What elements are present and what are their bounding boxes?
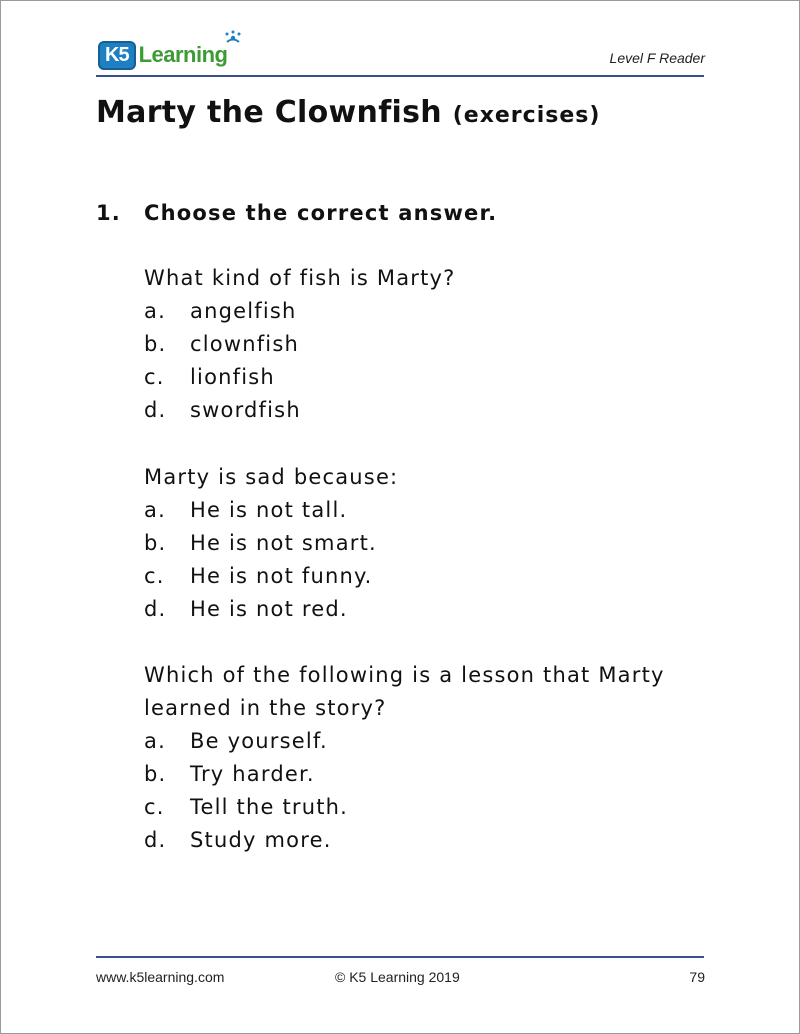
option-letter: b.: [144, 762, 167, 786]
option-text: He is not funny.: [190, 564, 373, 588]
level-label: Level F Reader: [609, 50, 705, 66]
option-text: Be yourself.: [190, 729, 328, 753]
option-letter: b.: [144, 531, 167, 555]
page-number: 79: [689, 969, 705, 985]
logo-learning-text: Learning: [139, 42, 228, 68]
question-2: [144, 461, 714, 626]
answer-option[interactable]: [144, 560, 714, 593]
footer-divider: [96, 956, 704, 958]
title-sub: (exercises): [452, 103, 601, 128]
answer-option[interactable]: [144, 527, 714, 560]
option-letter: d.: [144, 597, 167, 621]
option-text: He is not tall.: [190, 498, 348, 522]
header-divider: [96, 75, 704, 77]
logo-k5-mark: K5: [98, 41, 136, 70]
option-letter: a.: [144, 299, 166, 323]
exercise-number: 1.: [96, 201, 121, 225]
person-star-icon: [223, 30, 243, 46]
answer-option[interactable]: [144, 328, 714, 361]
option-letter: c.: [144, 795, 165, 819]
option-text: Study more.: [190, 828, 332, 852]
option-letter: c.: [144, 564, 165, 588]
answer-option[interactable]: [144, 494, 714, 527]
option-letter: a.: [144, 729, 166, 753]
option-text: clownfish: [190, 332, 299, 356]
option-text: swordfish: [190, 398, 301, 422]
page-title: [96, 95, 600, 130]
footer-copyright: © K5 Learning 2019: [335, 969, 460, 985]
option-text: Tell the truth.: [190, 795, 349, 819]
option-text: He is not red.: [190, 597, 348, 621]
question-text: Which of the following is a lesson that Marty learned in the story?: [144, 663, 665, 720]
answer-option[interactable]: [144, 725, 714, 758]
question-text: Marty is sad because:: [144, 465, 399, 489]
answer-option[interactable]: [144, 593, 714, 626]
option-text: He is not smart.: [190, 531, 377, 555]
answer-option[interactable]: [144, 791, 714, 824]
option-text: angelfish: [190, 299, 297, 323]
title-main: Marty the Clownfish: [96, 95, 442, 130]
option-letter: a.: [144, 498, 166, 522]
answer-option[interactable]: [144, 361, 714, 394]
question-1: [144, 262, 714, 427]
option-letter: b.: [144, 332, 167, 356]
answer-option[interactable]: [144, 394, 714, 427]
option-text: lionfish: [190, 365, 275, 389]
option-letter: d.: [144, 828, 167, 852]
answer-option[interactable]: [144, 758, 714, 791]
answer-option[interactable]: [144, 824, 714, 857]
option-text: Try harder.: [190, 762, 315, 786]
question-text: What kind of fish is Marty?: [144, 266, 456, 290]
question-3: [144, 659, 714, 857]
answer-option[interactable]: [144, 295, 714, 328]
option-letter: d.: [144, 398, 167, 422]
option-letter: c.: [144, 365, 165, 389]
k5-learning-logo: [98, 37, 227, 73]
instruction-text: Choose the correct answer.: [144, 201, 498, 225]
exercise-instruction: [96, 201, 497, 225]
footer-website: www.k5learning.com: [96, 969, 225, 985]
